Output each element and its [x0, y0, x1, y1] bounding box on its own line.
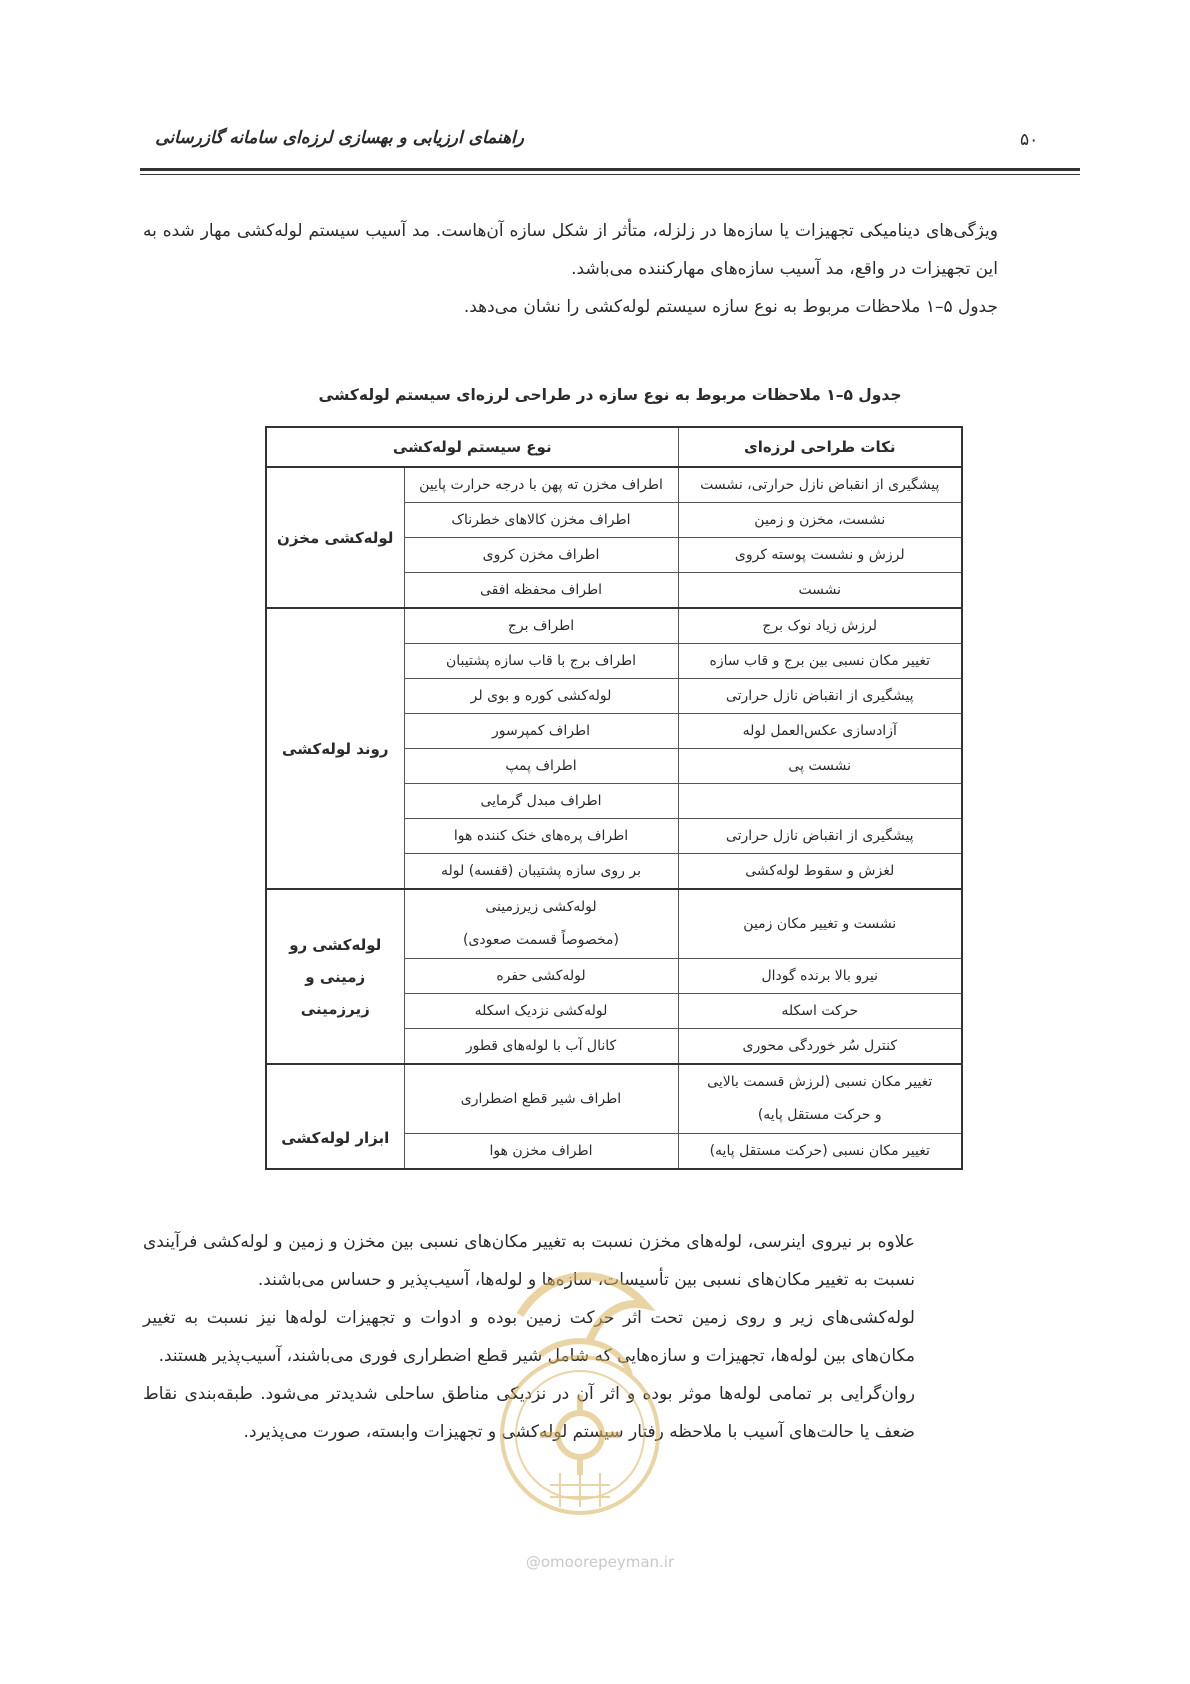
watermark-url: @omoorepeyman.ir	[525, 1553, 675, 1571]
notes-cell: تغییر مکان نسبی بین برج و قاب سازه	[678, 644, 962, 679]
notes-line: و حرکت مستقل پایه)	[757, 1107, 882, 1123]
notes-cell: نشست، مخزن و زمین	[678, 503, 962, 538]
notes-cell: نشست و تغییر مکان زمین	[678, 889, 962, 959]
location-cell: اطراف پمپ	[404, 749, 678, 784]
notes-cell	[678, 784, 962, 819]
location-cell: اطراف شیر قطع اضطراری	[404, 1064, 678, 1134]
intro-paragraph: ویژگی‌های دینامیکی تجهیزات یا سازه‌ها در زلزله، متأثر از شکل سازه آن‌هاست. مد آسیب سیستم لوله‌کشی مهار شده به این تجهیزات در واقع، مد آسیب سازه‌های مهارکننده می‌باشد.	[143, 221, 998, 279]
notes-line: تغییر مکان نسبی (لرزش قسمت بالایی	[707, 1074, 933, 1090]
body-paragraph: لوله‌کشی‌های زیر و روی زمین تحت اثر حرکت زمین بوده و ادوات و تجهیزات لوله‌ها نیز نسبت به تغییر مکان‌های بین لوله‌ها، تجهیزات و سازه‌هایی که شامل شیر قطع اضطراری فوری می‌باشند، آسیب‌پذیر هستند.	[143, 1308, 915, 1366]
page-number: ۵۰	[1020, 130, 1039, 150]
notes-cell	[678, 1064, 962, 1134]
location-cell: اطراف برج با قاب سازه پشتیبان	[404, 644, 678, 679]
seismic-design-table	[265, 426, 963, 1170]
notes-cell: لرزش زیاد نوک برج	[678, 608, 962, 644]
notes-cell: کنترل سُر خوردگی محوری	[678, 1029, 962, 1065]
location-cell: لوله‌کشی نزدیک اسکله	[404, 994, 678, 1029]
table-row	[266, 467, 962, 503]
location-line: (مخصوصاً قسمت صعودی)	[463, 932, 619, 948]
notes-cell: حرکت اسکله	[678, 994, 962, 1029]
location-cell: اطراف مخزن کالاهای خطرناک	[404, 503, 678, 538]
notes-cell: آزادسازی عکس‌العمل لوله	[678, 714, 962, 749]
table-row	[266, 1064, 962, 1134]
location-cell: اطراف مخزن کروی	[404, 538, 678, 573]
header-notes: نکات طراحی لرزه‌ای	[678, 427, 962, 467]
location-line: لوله‌کشی زیرزمینی	[485, 899, 597, 915]
table-row	[266, 608, 962, 644]
location-cell: اطراف محفظه افقی	[404, 573, 678, 609]
notes-cell: لرزش و نشست پوسته کروی	[678, 538, 962, 573]
group-name-line: زمینی و زیرزمینی	[300, 967, 370, 1018]
location-cell: لوله‌کشی کوره و بوی لر	[404, 679, 678, 714]
notes-cell: نشست	[678, 573, 962, 609]
group-name-cell	[266, 889, 404, 1064]
group-name-cell: روند لوله‌کشی	[266, 608, 404, 889]
group-name-cell: لوله‌کشی مخزن	[266, 467, 404, 608]
watermark-logo-icon	[480, 1245, 680, 1555]
location-cell: لوله‌کشی حفره	[404, 959, 678, 994]
header-rule	[140, 168, 1080, 171]
group-name-cell: ابزار لوله‌کشی	[266, 1064, 404, 1169]
group-name-line: لوله‌کشی رو	[289, 935, 382, 954]
intro-paragraph: جدول ۵–۱ ملاحظات مربوط به نوع سازه سیستم لوله‌کشی را نشان می‌دهد.	[463, 297, 998, 317]
location-cell: اطراف مخزن ته پهن با درجه حرارت پایین	[404, 467, 678, 503]
notes-cell: پیشگیری از انقباض نازل حرارتی	[678, 819, 962, 854]
table-header-row	[266, 427, 962, 467]
header-system-type: نوع سیستم لوله‌کشی	[266, 427, 678, 467]
notes-cell: پیشگیری از انقباض نازل حرارتی	[678, 679, 962, 714]
notes-cell: تغییر مکان نسبی (حرکت مستقل پایه)	[678, 1134, 962, 1170]
body-paragraph: روان‌گرایی بر تمامی لوله‌ها موثر بوده و اثر آن در نزدیکی مناطق ساحلی شدیدتر می‌شود. طبقه‌بندی نقاط ضعف یا حالت‌های آسیب با ملاحظه رفتار سیستم لوله‌کشی و تجهیزات وابسته، صورت می‌پذیرد.	[143, 1384, 915, 1442]
location-cell: اطراف مبدل گرمایی	[404, 784, 678, 819]
location-cell: اطراف برج	[404, 608, 678, 644]
location-cell	[404, 889, 678, 959]
location-cell: اطراف پره‌های خنک کننده هوا	[404, 819, 678, 854]
notes-cell: لغزش و سقوط لوله‌کشی	[678, 854, 962, 890]
table-caption: جدول ۵–۱ ملاحظات مربوط به نوع سازه در طراحی لرزه‌ای سیستم لوله‌کشی	[318, 386, 902, 404]
location-cell: اطراف مخزن هوا	[404, 1134, 678, 1170]
notes-cell: نشست پی	[678, 749, 962, 784]
header-rule-thin	[140, 174, 1080, 175]
table-row	[266, 889, 962, 959]
notes-cell: نیرو بالا برنده گودال	[678, 959, 962, 994]
notes-cell: پیشگیری از انقباض نازل حرارتی، نشست	[678, 467, 962, 503]
body-paragraph: علاوه بر نیروی اینرسی، لوله‌های مخزن نسبت به تغییر مکان‌های نسبی بین مخزن و زمین و لوله‌کشی فرآیندی نسبت به تغییر مکان‌های نسبی بین تأسیسات، سازه‌ها و لوله‌ها، آسیب‌پذیر و حساس می‌باشند.	[143, 1232, 915, 1290]
intro-text	[143, 212, 998, 326]
location-cell: کانال آب با لوله‌های قطور	[404, 1029, 678, 1065]
location-cell: اطراف کمپرسور	[404, 714, 678, 749]
running-title: راهنمای ارزیابی و بهسازی لرزه‌ای سامانه گازرسانی	[155, 128, 524, 148]
location-cell: بر روی سازه پشتیبان (قفسه) لوله	[404, 854, 678, 890]
